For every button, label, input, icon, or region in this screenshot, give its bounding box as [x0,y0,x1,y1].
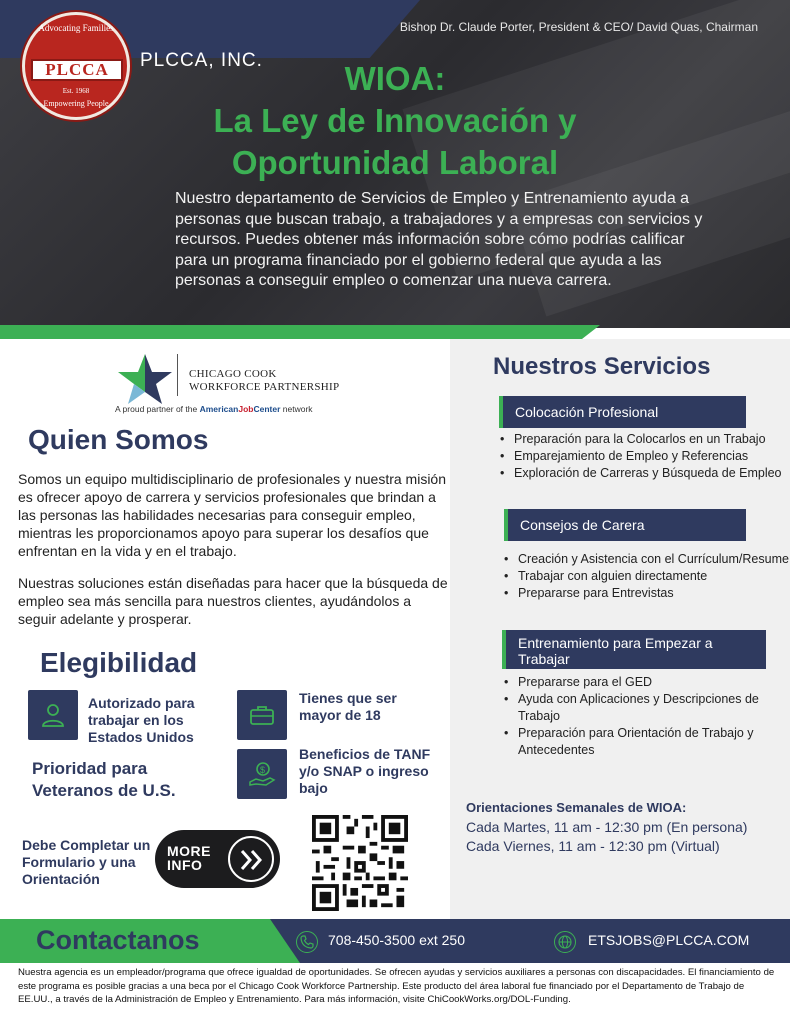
contact-phone[interactable]: 708-450-3500 ext 250 [328,932,465,948]
list-item: • Prepararse para el GED [504,674,790,691]
veterans-priority: Prioridad para Veteranos de U.S. [32,759,176,800]
plcca-logo [22,12,130,120]
qr-code[interactable] [312,815,408,911]
phone-icon [296,931,318,953]
org-name: PLCCA, INC. [140,50,263,71]
eligibility-heading: Elegibilidad [40,647,198,678]
svg-text:$: $ [260,765,266,775]
more-info-button[interactable] [155,830,280,888]
partner-tagline [115,404,313,414]
service-group-career-advice: Consejos de Carera [508,509,746,541]
orientation-tuesday: Cada Martes, 11 am - 12:30 pm (En persona) [466,819,748,835]
title-line-3: Oportunidad Laboral [231,144,559,181]
service-list-training [504,674,790,759]
service-group-training: Entrenamiento para Empezar a Trabajar [506,630,766,669]
eligibility-item-benefits: Beneficios de TANF y/o SNAP o ingreso bajo [299,746,431,796]
logo-top-text: Advocating Families [38,23,114,33]
intro-paragraph: Nuestro departamento de Servicios de Empleo y Entrenamiento ayuda a personas que buscan trabajo, a trabajadores y a empresas con servicios y recursos. Puedes obtener más información sobre cómo podrías calificar para un programa financiado por el gobierno federal que ayuda a las personas a conseguir empleo o comenzar una nueva carrera. [175,190,703,289]
star-icon [115,352,175,407]
tag-prefix: A proud partner of the [115,404,200,414]
list-item: • Emparejamiento de Empleo y Referencias [500,448,790,465]
logo-est: Est. 1968 [62,87,90,95]
services-heading: Nuestros Servicios [493,353,711,380]
eligibility-item-work-auth: Autorizado para trabajar en los Estados Unidos [88,695,195,745]
must-complete-text: Debe Completar un Formulario y una Orientación [22,837,151,887]
tag-suffix: network [280,404,313,414]
more-info-label [167,844,211,872]
logo-bottom-text: Empowering People [43,99,109,108]
tag-american: American [199,404,239,414]
partner-name-line-2: WORKFORCE PARTNERSHIP [189,381,340,393]
green-divider [0,325,600,339]
contact-email[interactable]: ETSJOBS@PLCCA.COM [588,932,750,948]
tag-job: Job [238,404,254,414]
list-item: • Trabajar con alguien directamente [504,568,790,585]
quien-paragraph-2: Nuestras soluciones están diseñadas para hacer que la búsqueda de empleo sea más sencilla para nuestros clientes, ayudándolos a seguir adelante y prosperar. [18,575,448,627]
briefcase-icon [237,690,287,740]
list-item: • Creación y Asistencia con el Currículum/Resume [504,551,790,568]
more-info-line-2: INFO [167,857,203,873]
orientations-heading: Orientaciones Semanales de WIOA: [466,800,687,815]
double-chevron-right-icon [228,836,274,882]
partner-logo [115,350,355,420]
quien-heading: Quien Somos [28,424,209,455]
leadership-line: Bishop Dr. Claude Porter, President & CEO/ David Quas, Chairman [399,20,758,34]
money-hand-icon [237,749,287,799]
list-item: • Preparación para Orientación de Trabajo y Antecedentes [504,725,790,759]
service-group-placement: Colocación Profesional [503,396,746,428]
partner-divider [177,354,178,396]
partner-name [189,368,339,394]
service-list-career-advice [504,551,790,602]
logo-banner: PLCCA [31,59,123,81]
orientation-friday: Cada Viernes, 11 am - 12:30 pm (Virtual) [466,838,720,854]
list-item: • Ayuda con Aplicaciones y Descripciones de Trabajo [504,691,790,725]
contact-heading: Contactanos [36,925,200,955]
title-line-1: WIOA: [344,60,446,97]
globe-icon [554,931,576,953]
title-line-2: La Ley de Innovación y [213,102,577,139]
person-icon [28,690,78,740]
list-item: • Preparación para la Colocarlos en un Trabajo [500,431,790,448]
more-info-line-1: MORE [167,843,211,859]
service-list-placement [500,431,790,482]
partner-name-line-1: CHICAGO COOK [189,368,277,380]
tag-center: Center [253,404,281,414]
list-item: • Exploración de Carreras y Búsqueda de Empleo [500,465,790,482]
eligibility-item-age: Tienes que ser mayor de 18 [299,690,397,723]
quien-paragraph-1: Somos un equipo multidisciplinario de profesionales y nuestra misión es ofrecer apoyo de carrera y servicios profesionales que brindan a las personas las habilidades necesarias para conseguir empleo, mientras les proporcionamos apoyo para superar los desafíos que enfrentan en la vida y en el trabajo. [18,471,447,559]
list-item: • Prepararse para Entrevistas [504,585,790,602]
disclaimer-text: Nuestra agencia es un empleador/programa que ofrece igualdad de oportunidades. Se ofrecen ayudas y servicios auxiliares a personas con discapacidades. El financiamiento de este programa es posible gracias a una beca por el Chicago Cook Workforce Partnership. Este producto del área laboral fue financiado por el Departamento de Trabajo de EE.UU., a través de la Administración de Empleo y Entrenamiento. Para más información, visite ChiCookWorks.org/DOL-Funding. [18,967,775,1005]
page-title [150,58,640,184]
